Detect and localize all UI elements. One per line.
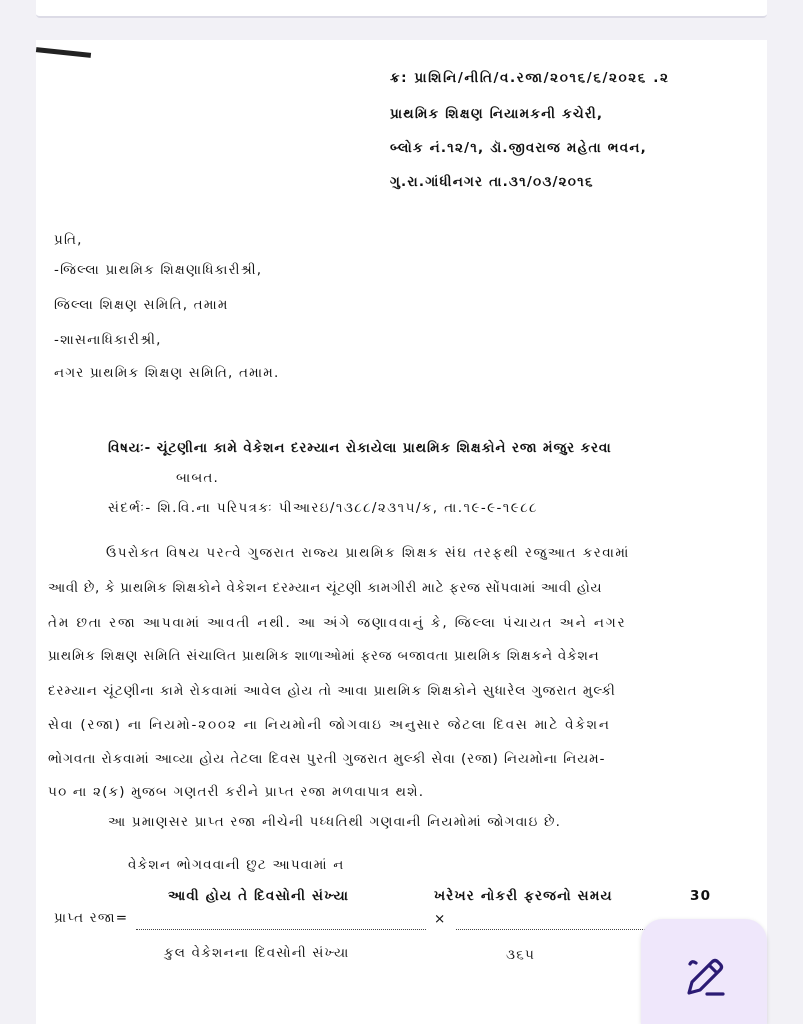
- edit-pencil-icon: [682, 954, 728, 1000]
- body-line: આ પ્રમાણસર પ્રાપ્ત રજા નીચેની પધ્ધતિથી ગણવાની નિયમોમાં જોગવાઇ છે.: [108, 814, 562, 830]
- subject-line: વિષયઃ- ચૂંટણીના કામે વેકેશન દરમ્યાન રોકાયેલા પ્રાથમિક શિક્ષકોને રજા મંજુર કરવા: [108, 440, 612, 456]
- body-line: દરમ્યાન ચૂંટણીના કામે રોકવામાં આવેલ હોય તો આવા પ્રાથમિક શિક્ષકોને સુધારેલ ગુજરાત મુલ્કી: [48, 683, 616, 699]
- formula-duty-label: ખરેખર નોકરી ફરજનો સમય: [434, 888, 613, 904]
- previous-page-card: [36, 0, 767, 18]
- recipient-line: -જિલ્લા પ્રાથમિક શિક્ષણાધિકારીશ્રી,: [54, 262, 263, 278]
- body-line: સેવા (રજા) ના નિયમો-૨૦૦૨ ના નિયમોની જોગવાઇ અનુસાર જેટલા દિવસ માટે વેકેશન: [48, 717, 611, 733]
- body-line: પ્રાથમિક શિક્ષણ સમિતિ સંચાલિત પ્રાથમિક શાળાઓમાં ફરજ બજાવતા પ્રાથમિક શિક્ષકને વેકેશન: [48, 648, 600, 664]
- formula-fraction-line: [456, 929, 651, 930]
- subject-line-continued: બાબત.: [176, 470, 220, 486]
- reference-number: ક્ર: પ્રાશિનિ/નીતિ/વ.રજા/૨૦૧૬/૬/૨૦૨૬ .૨: [390, 70, 670, 86]
- place-date: ગુ.રા.ગાંધીનગર તા.૩૧/૦૩/૨૦૧૬: [390, 174, 594, 190]
- body-line: ઉપરોક્ત વિષય પરત્વે ગુજરાત રાજ્ય પ્રાથમિક શિક્ષક સંઘ તરફથી રજુઆત કરવામાં: [106, 545, 630, 561]
- formula-multiply-sign: ×: [434, 911, 447, 927]
- body-line: ૫૦ ના ૨(ક) મુજબ ગણતરી કરીને પ્રાપ્ત રજા મળવાપાત્ર થશે.: [48, 784, 425, 800]
- office-address: બ્લોક નં.૧૨/૧, ડૉ.જીવરાજ મહેતા ભવન,: [390, 140, 647, 156]
- formula-numerator-line1: વેકેશન ભોગવવાની છુટ આપવામાં ન: [128, 857, 345, 873]
- recipient-line: નગર પ્રાથમિક શિક્ષણ સમિતિ, તમામ.: [54, 365, 280, 381]
- recipient-line: જિલ્લા શિક્ષણ સમિતિ, તમામ: [54, 297, 229, 313]
- office-name: પ્રાથમિક શિક્ષણ નિયામકની કચેરી,: [390, 106, 604, 122]
- edit-fab-button[interactable]: [641, 919, 767, 1024]
- formula-earned-leave-label: પ્રાપ્ત રજા=: [54, 910, 129, 926]
- formula-fraction-line: [136, 929, 426, 930]
- document-page: [36, 40, 767, 1024]
- formula-duty-value: 30: [690, 888, 712, 904]
- recipient-line: -શાસનાધિકારીશ્રી,: [54, 332, 162, 348]
- formula-numerator-line2: આવી હોય તે દિવસોની સંખ્યા: [168, 888, 350, 904]
- body-line: આવી છે, કે પ્રાથમિક શિક્ષકોને વેકેશન દરમ્યાન ચૂંટણી કામગીરી માટે ફરજ સોંપવામાં આવી હોય: [48, 580, 603, 596]
- body-line: ભોગવતા રોકવામાં આવ્યા હોય તેટલા દિવસ પુરતી ગુજરાત મુલ્કી સેવા (રજા) નિયમોના નિયમ-: [48, 751, 606, 767]
- reference-circular: સંદર્ભઃ- શિ.વિ.ના પરિપત્રકઃ પીઆરઇ/૧૩૮૮/૨૩૧૫/ક, તા.૧૯-૯-૧૯૮૮: [108, 500, 538, 516]
- formula-denominator: કુલ વેકેશનના દિવસોની સંખ્યા: [164, 945, 350, 961]
- scan-artifact-mark: [36, 47, 91, 58]
- recipient-heading: પ્રતિ,: [54, 232, 83, 248]
- body-line: તેમ છતા રજા આપવામાં આવતી નથી. આ અંગે જણાવવાનું કે, જિલ્લા પંચાયત અને નગર: [48, 615, 627, 631]
- formula-denominator-value: ૩૬૫: [506, 947, 536, 963]
